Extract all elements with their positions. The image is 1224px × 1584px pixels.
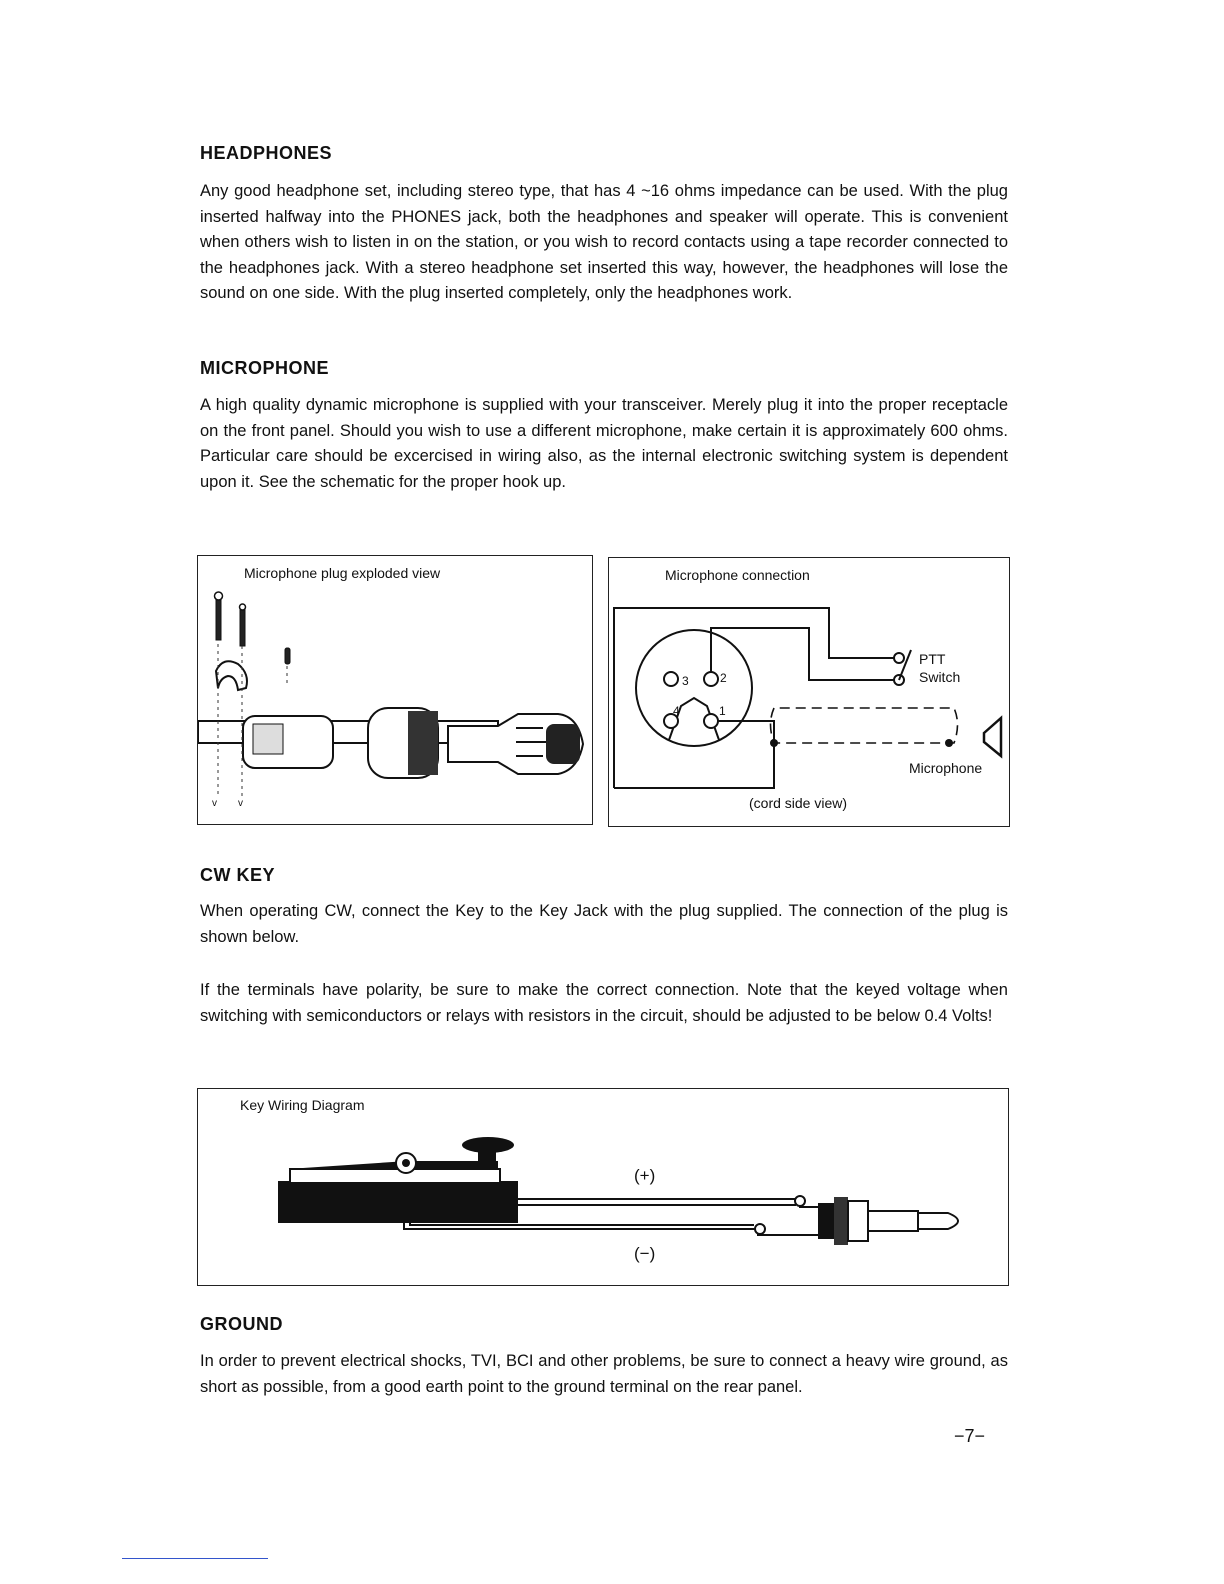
cw-key-heading: CW KEY — [200, 865, 275, 885]
key-wiring-figure — [197, 1088, 1009, 1286]
ground-body: In order to prevent electrical shocks, TVI, BCI and other problems, be sure to connect a heavy wire ground, as short as possible, from a good earth point to the ground terminal on the rear panel. — [200, 1352, 1008, 1396]
mic-connection-schematic — [609, 558, 1009, 826]
pin-3-label: 3 — [682, 674, 689, 688]
mic-connection-caption: Microphone connection — [665, 567, 810, 583]
headphones-heading: HEADPHONES — [200, 143, 333, 163]
switch-label: Switch — [919, 669, 961, 685]
svg-text:v: v — [238, 798, 243, 809]
ground-heading: GROUND — [200, 1314, 283, 1334]
pin-4-label: 4 — [673, 704, 680, 718]
cw-key-body-1: When operating CW, connect the Key to the Key Jack with the plug supplied. The connection of the plug is shown below. — [200, 902, 1008, 946]
microphone-heading: MICROPHONE — [200, 358, 330, 378]
mic-plug-figure — [197, 555, 593, 825]
key-wiring-drawing — [198, 1089, 1008, 1285]
svg-text:v: v — [212, 798, 217, 809]
ptt-label: PTT — [919, 651, 946, 667]
mic-connection-figure — [608, 557, 1010, 827]
minus-terminal-label: (−) — [634, 1244, 656, 1263]
pin-2-label: 2 — [720, 671, 727, 685]
microphone-body: A high quality dynamic microphone is supplied with your transceiver. Merely plug it into the proper receptacle on the front panel. Should you wish to use a different microphone, make certain it is approximately 600 ohms. Particular care should be excercised in wiring also, as the internal electronic switching system is dependent upon it. See the schematic for the proper hook up. — [200, 396, 1008, 491]
plus-terminal-label: (+) — [634, 1166, 656, 1185]
mic-plug-caption: Microphone plug exploded view — [244, 565, 441, 581]
microphone-label: Microphone — [909, 760, 983, 776]
key-wiring-caption: Key Wiring Diagram — [240, 1097, 365, 1113]
footer-rule — [122, 1558, 268, 1559]
headphones-body: Any good headphone set, including stereo type, that has 4 ~16 ohms impedance can be used. With the plug inserted halfway into the PHONES jack, both the headphones and speaker will operate. This is convenient when others wish to listen in on the station, or you wish to record contacts using a tape recorder connected to the headphones jack. With a stereo headphone set inserted this way, however, the headphones will lose the sound on one side. With the plug inserted completely, only the headphones work. — [200, 182, 1008, 302]
cw-key-body-2: If the terminals have polarity, be sure to make the correct connection. Note that the keyed voltage when switching with semiconductors or relays with resistors in the circuit, should be adjusted to be below 0.4 Volts! — [200, 981, 1008, 1025]
mic-plug-drawing — [198, 556, 592, 824]
pin-1-label: 1 — [719, 704, 726, 718]
cord-side-view-label: (cord side view) — [749, 795, 848, 811]
page-number: −7− — [954, 1426, 986, 1446]
